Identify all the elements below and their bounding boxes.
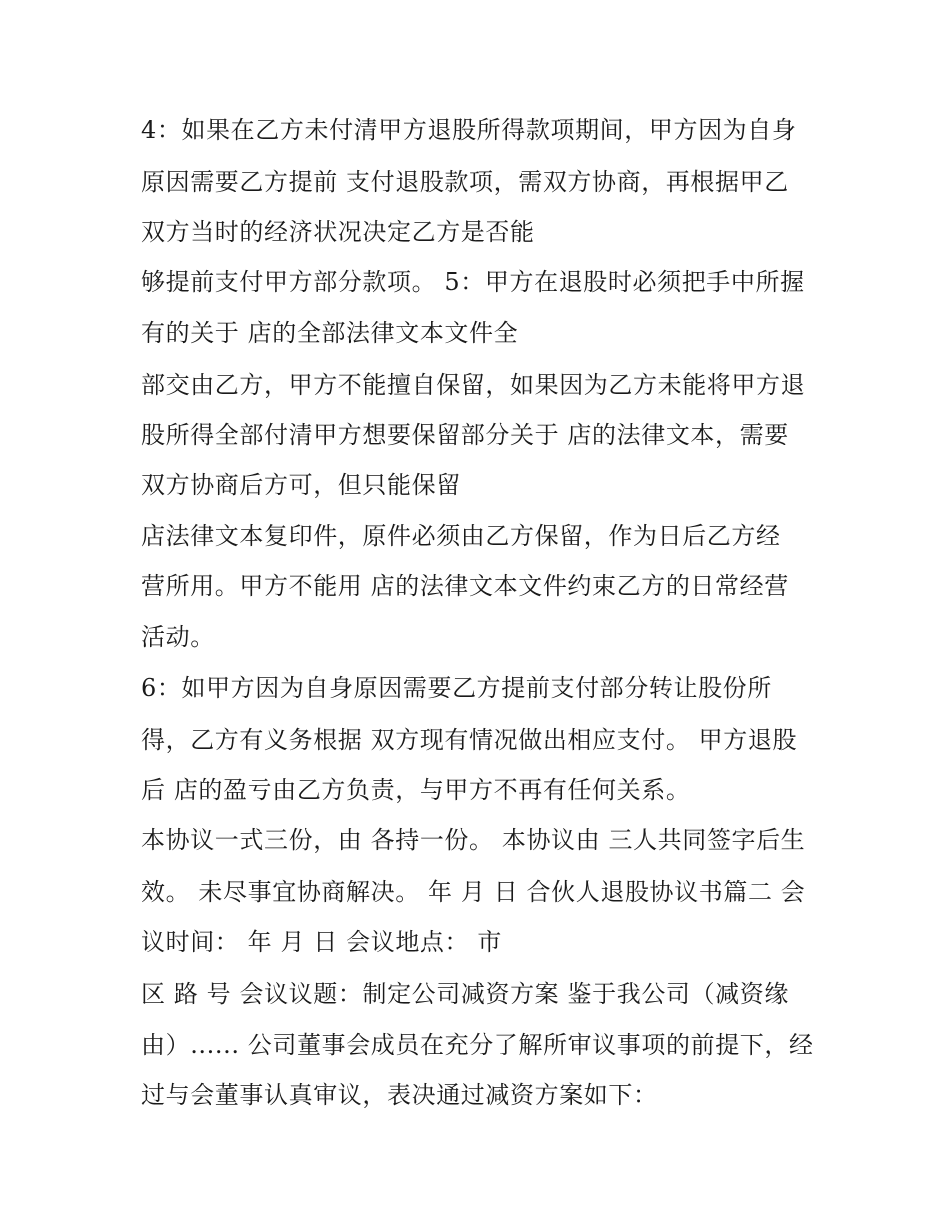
text-line: 双方协商后方可，但只能保留	[141, 471, 461, 499]
text-line: 后 店的盈亏由乙方负责，与甲方不再有任何关系。	[141, 776, 691, 804]
text-line: 6：如甲方因为自身原因需要乙方提前支付部分转让股份所	[141, 674, 772, 702]
text-line: 股所得全部付清甲方想要保留部分关于 店的法律文本，需要	[141, 421, 789, 449]
text-line: 店法律文本复印件，原件必须由乙方保留，作为日后乙方经	[141, 522, 781, 550]
text-line: 过与会董事认真审议，表决通过减资方案如下：	[141, 1081, 658, 1109]
text-line: 由）...... 公司董事会成员在充分了解所审议事项的前提下，经	[141, 1031, 814, 1059]
text-line: 得，乙方有义务根据 双方现有情况做出相应支付。 甲方退股	[141, 726, 798, 754]
text-line: 活动。	[141, 623, 215, 651]
text-line: 区 路 号 会议议题：制定公司减资方案 鉴于我公司（减资缘	[141, 980, 789, 1008]
text-line: 双方当时的经济状况决定乙方是否能	[141, 218, 535, 246]
text-line: 够提前支付甲方部分款项。 5：甲方在退股时必须把手中所握	[141, 268, 805, 296]
text-line: 有的关于 店的全部法律文本文件全	[141, 319, 519, 347]
text-line: 4：如果在乙方未付清甲方退股所得款项期间，甲方因为自身	[141, 116, 797, 144]
text-line: 部交由乙方，甲方不能擅自保留，如果因为乙方未能将甲方退	[141, 371, 806, 399]
text-line: 营所用。甲方不能用 店的法律文本文件约束乙方的日常经营	[141, 572, 789, 600]
text-line: 效。 未尽事宜协商解决。 年 月 日 合伙人退股协议书篇二 会	[141, 878, 806, 906]
text-line: 原因需要乙方提前 支付退股款项，需双方协商，再根据甲乙	[141, 168, 789, 196]
text-line: 本协议一式三份，由 各持一份。 本协议由 三人共同签字后生	[141, 826, 806, 854]
text-line: 议时间： 年 月 日 会议地点： 市	[141, 928, 502, 956]
